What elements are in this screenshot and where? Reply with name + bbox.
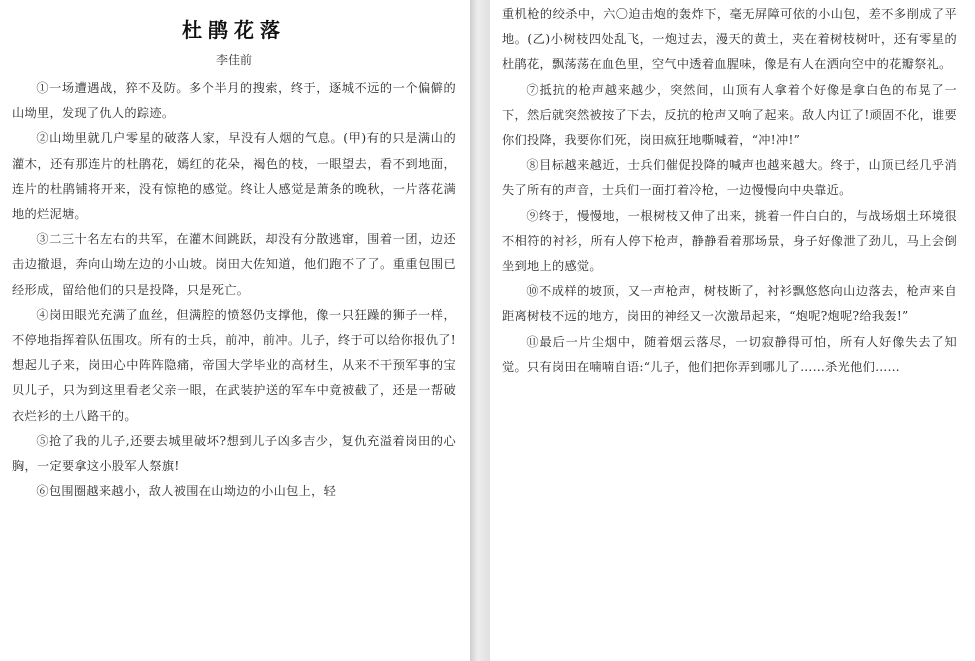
paragraph-8: ⑧目标越来越近，士兵们催促投降的喊声也越来越大。终于，山顶已经几乎消失了所有的声音，士兵们一面打着冷枪，一边慢慢向中央靠近。 (502, 158, 957, 198)
document-page-left (0, 0, 470, 661)
paragraph-3: ③二三十名左右的共军，在灌木间跳跃，却没有分散逃窜，围着一团，边还击边撤退，奔向山坳左边的小山坡。岗田大佐知道，他们跑不了了。重重包围已经形成，留给他们的只是投降，只是死亡。 (12, 232, 456, 297)
page-gutter (470, 0, 490, 661)
paragraph-6: ⑥包围圈越来越小，敌人被围在山坳边的小山包上，轻 (36, 484, 337, 499)
author-name: 李佳前 (215, 53, 252, 67)
document-title: 杜鹃花落 (182, 18, 286, 42)
paragraph-5: ⑤抢了我的儿子,还要去城里破坏?想到儿子凶多吉少，复仇充溢着岗田的心胸，一定要拿这小股军人祭旗! (12, 433, 456, 474)
paragraph-7: ⑦抵抗的枪声越来越少，突然间，山顶有人拿着个好像是拿白色的布晃了一下，然后就突然被按了下去，反抗的枪声又响了起来。敌人内讧了!顽固不化，谁要你们投降，我要你们死，岗田疯狂地嘶喊着，“冲!冲!” (502, 82, 957, 148)
paragraph-1: ①一场遭遇战，猝不及防。多个半月的搜索，终于，逐城不远的一个偏僻的山坳里，发现了仇人的踪迹。 (12, 81, 456, 121)
paragraph-4: ④岗田眼光充满了血丝，但满腔的愤怒仍支撑他，像一只狂躁的狮子一样，不停地指挥着队伍围攻。所有的士兵，前冲，前冲。儿子，终于可以给你报仇了!想起儿子来，岗田心中阵阵隐痛，帝国大学毕业的高材生，从来不干预军事的宝贝儿子，只为到这里看老父亲一眼，在武装护送的军车中竟被截了，还是一帮破衣烂衫的土八路干的。 (12, 307, 456, 423)
paragraph-6-continued: 重机枪的绞杀中，六〇迫击炮的轰炸下，毫无屏障可依的小山包，差不多削成了平地。(乙)小树枝四处乱飞，一炮过去，漫天的黄土，夹在着树枝树叶，还有零星的杜鹃花，飘荡荡在血色里，空气中透着血腥味，像是有人在洒向空中的花瓣祭礼。 (502, 7, 957, 72)
paragraph-11: ⑪最后一片尘烟中，随着烟云落尽，一切寂静得可怕，所有人好像失去了知觉。只有岗田在喃喃自语:“儿子，他们把你弄到哪儿了……杀光他们…… (502, 334, 957, 374)
document-page-right (490, 0, 975, 661)
paragraph-10: ⑩不成样的坡顶，又一声枪声，树枝断了，衬衫飘悠悠向山边落去，枪声来自距离树枝不远的地方，岗田的神经又一次激昂起来，“炮呢?炮呢?给我轰!” (502, 284, 957, 324)
paragraph-9: ⑨终于，慢慢地，一根树枝又伸了出来，挑着一件白白的，与战场烟土环境很不相符的衬衫，所有人停下枪声，静静看着那场景，身子好像泄了劲儿，马上会倒坐到地上的感觉。 (502, 208, 957, 274)
paragraph-2: ②山坳里就几户零星的破落人家，早没有人烟的气息。(甲)有的只是满山的灌木，还有那连片的杜鹃花，嫣红的花朵，褐色的枝，一眼望去，看不到地面，连片的杜鹃铺将开来，没有惊艳的感觉。终让人感觉是萧条的晚秋，一片落花满地的烂泥塘。 (12, 131, 456, 222)
